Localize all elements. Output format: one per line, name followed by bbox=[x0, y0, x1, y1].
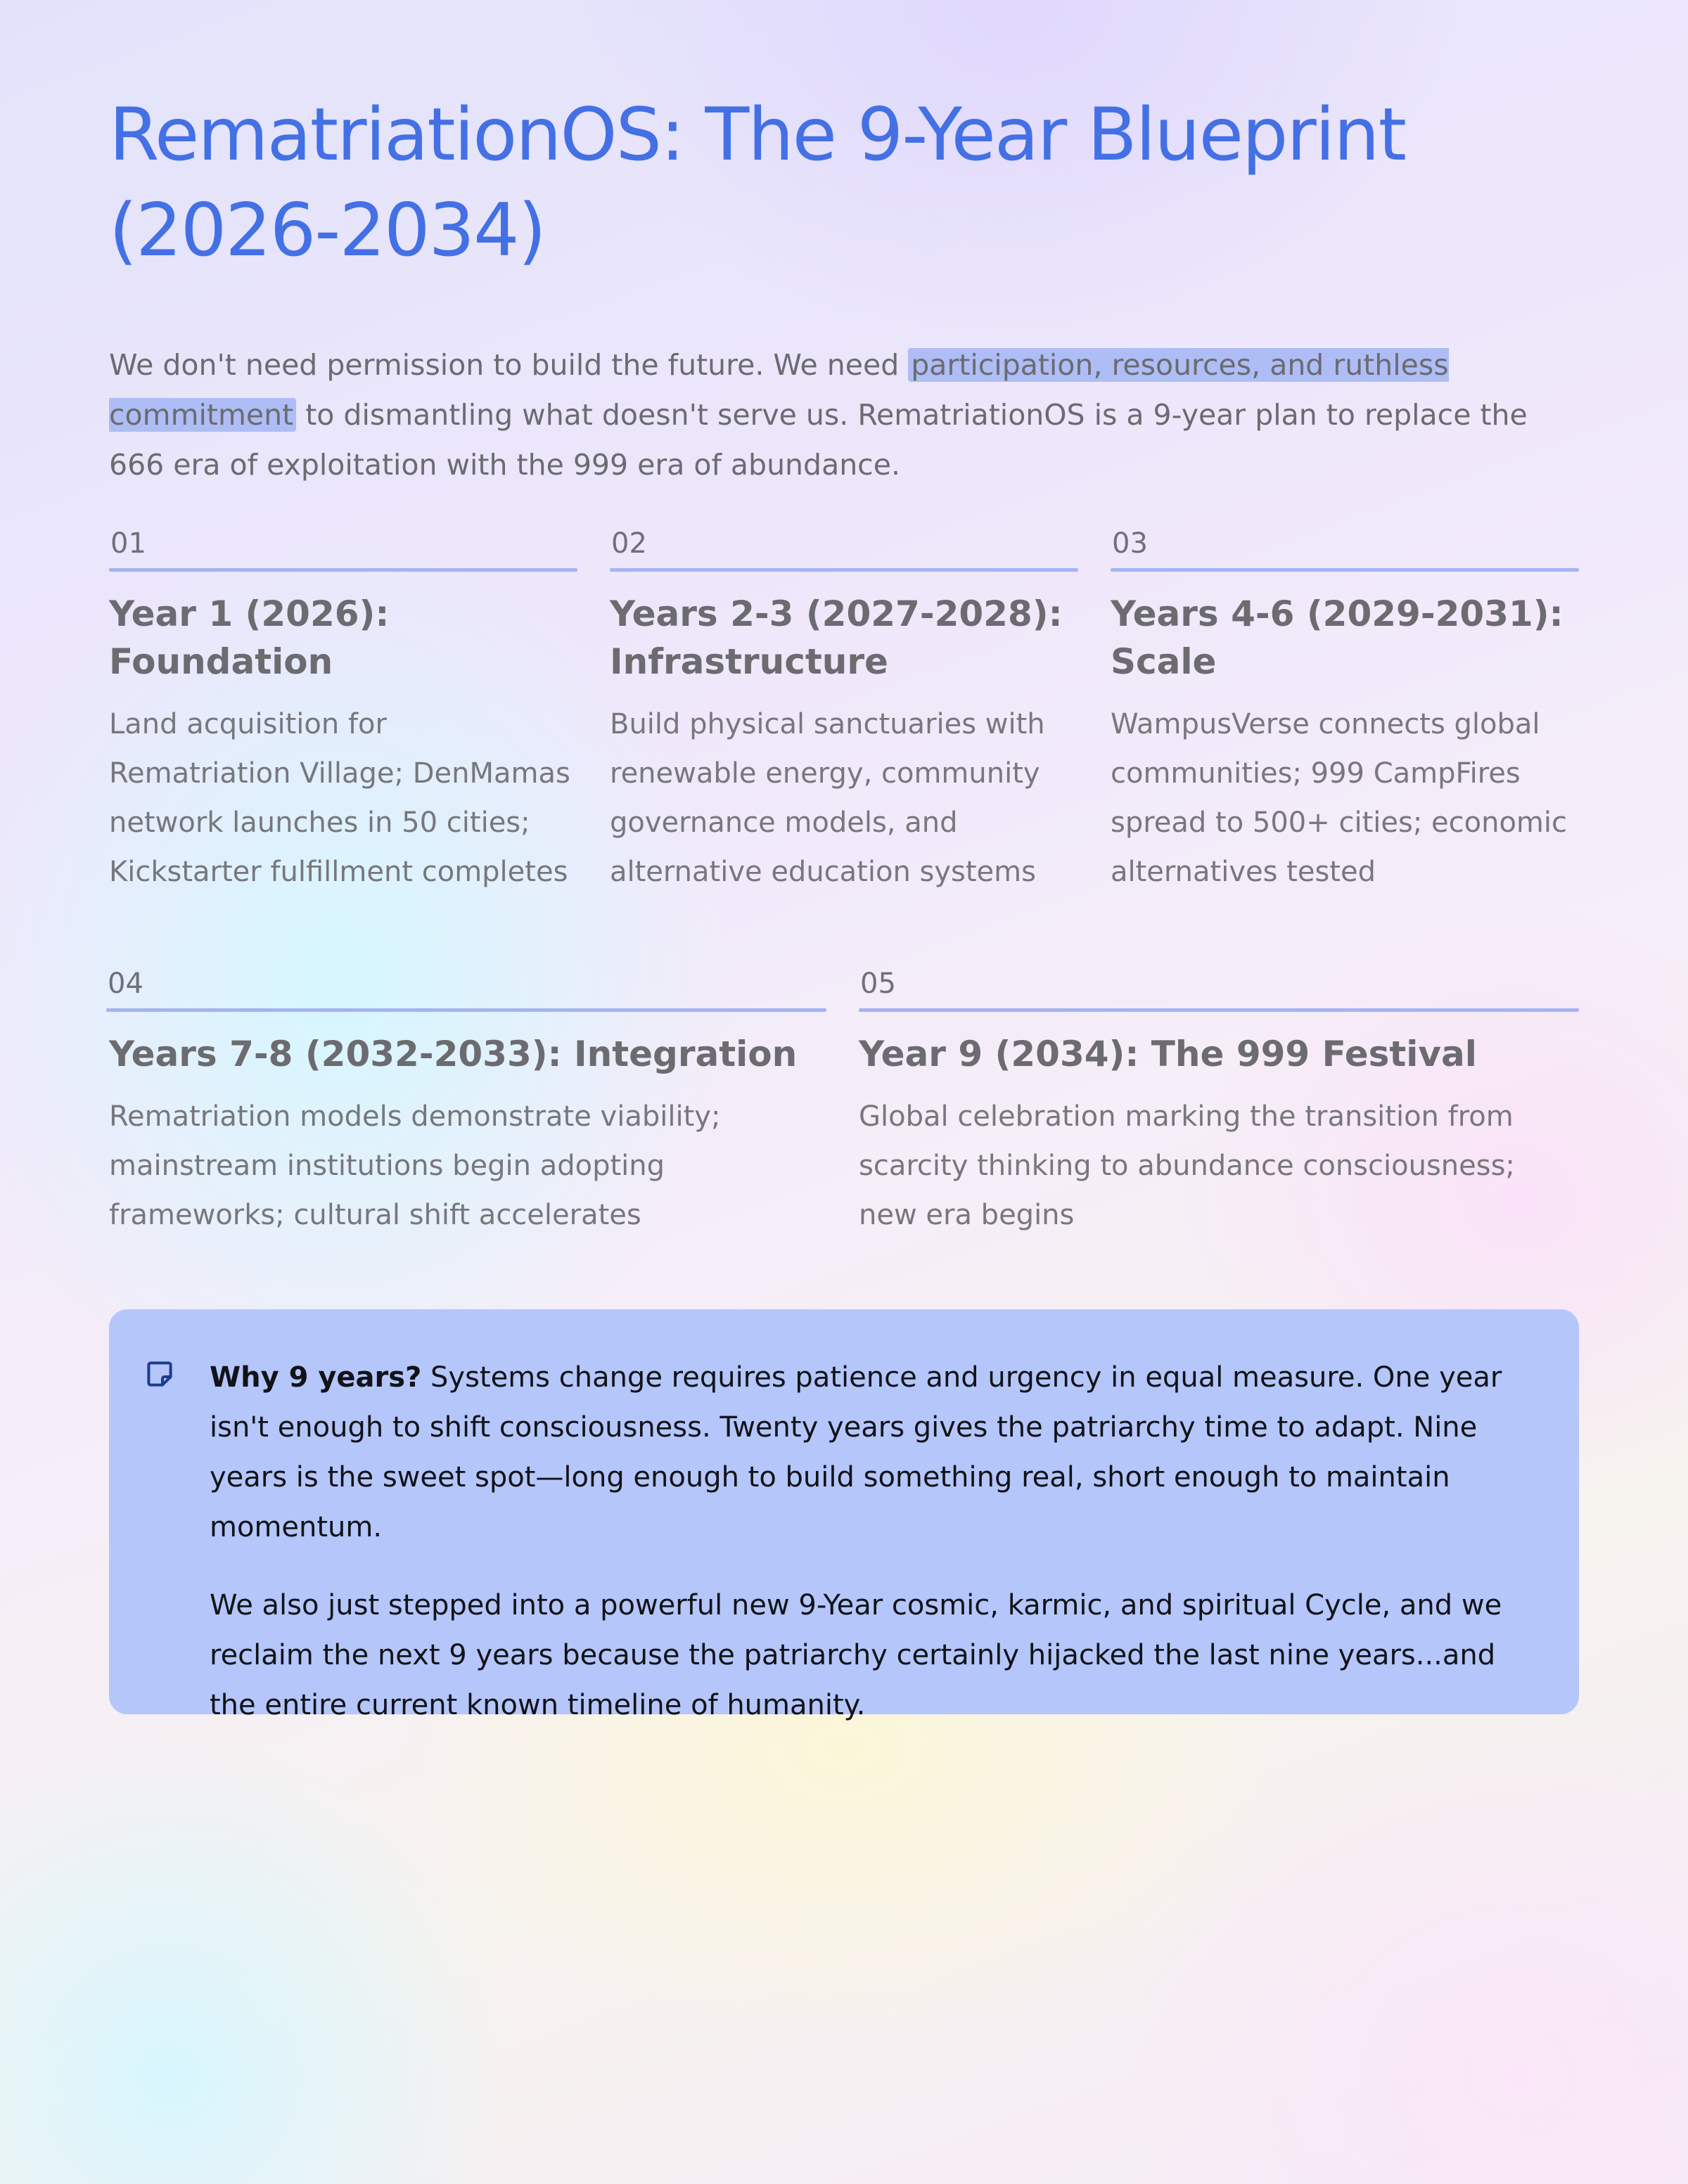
intro-text-start: We don't need permission to build the future. We need bbox=[109, 348, 909, 382]
why-nine-years-callout bbox=[109, 1309, 1579, 1721]
phase-title: Years 2-3 (2027-2028): Infrastructure bbox=[610, 593, 1063, 682]
callout-lead: Why 9 years? bbox=[210, 1361, 422, 1394]
phase-description: Land acquisition for Rematriation Village; DenMamas network launches in 50 cities; Kickstarter fulfillment completes bbox=[109, 708, 570, 888]
page-title: RematriationOS: The 9-Year Blueprint (2026-2034) bbox=[109, 93, 1405, 273]
phase-item bbox=[109, 526, 577, 897]
note-icon bbox=[144, 1358, 175, 1389]
phase-number: 02 bbox=[611, 527, 647, 560]
phase-title: Years 7-8 (2032-2033): Integration bbox=[109, 1034, 798, 1074]
phase-title: Year 1 (2026): Foundation bbox=[109, 593, 390, 682]
phase-number: 03 bbox=[1112, 527, 1148, 560]
phase-divider bbox=[109, 568, 577, 572]
phase-item bbox=[610, 526, 1078, 897]
phase-number: 05 bbox=[860, 968, 896, 1000]
phase-item bbox=[859, 966, 1579, 1240]
phase-item bbox=[1111, 526, 1579, 897]
phase-divider bbox=[859, 1008, 1579, 1012]
phase-number: 01 bbox=[110, 527, 146, 560]
phase-divider bbox=[1111, 568, 1579, 572]
phase-number: 04 bbox=[108, 968, 143, 1000]
callout-paragraph: We also just stepped into a powerful new 9-Year cosmic, karmic, and spiritual Cycle, and we reclaim the next 9 years because the patriarchy certainly hijacked the last nine years...and the entire current known timeline of humanity. bbox=[210, 1589, 1502, 1721]
callout-paragraph bbox=[210, 1353, 1544, 1553]
intro-text-end: to dismantling what doesn't serve us. RematriationOS is a 9-year plan to replace the 666 era of exploitation with the 999 era of abundance. bbox=[109, 398, 1528, 482]
intro-highlight: participation, resources, and ruthless commitment bbox=[109, 348, 1449, 432]
phase-title: Year 9 (2034): The 999 Festival bbox=[859, 1034, 1477, 1074]
callout-text: Systems change requires patience and urgency in equal measure. One year isn't enough to shift consciousness. Twenty years gives the patriarchy time to adapt. Nine years is the sweet spot—long enough to build something real, short enough to maintain momentum. bbox=[210, 1361, 1502, 1543]
phase-divider bbox=[610, 568, 1078, 572]
phase-item bbox=[106, 966, 826, 1240]
intro-paragraph bbox=[109, 340, 1579, 490]
phase-description: WampusVerse connects global communities; 999 CampFires spread to 500+ cities; economic alternatives tested bbox=[1111, 708, 1567, 888]
phase-description: Global celebration marking the transition from scarcity thinking to abundance consciousness; new era begins bbox=[859, 1100, 1515, 1231]
phase-description: Build physical sanctuaries with renewable energy, community governance models, and alternative education systems bbox=[610, 708, 1045, 888]
phase-description: Rematriation models demonstrate viability; mainstream institutions begin adopting frameworks; cultural shift accelerates bbox=[109, 1100, 721, 1231]
phase-divider bbox=[106, 1008, 826, 1012]
phase-title: Years 4-6 (2029-2031): Scale bbox=[1111, 593, 1564, 682]
